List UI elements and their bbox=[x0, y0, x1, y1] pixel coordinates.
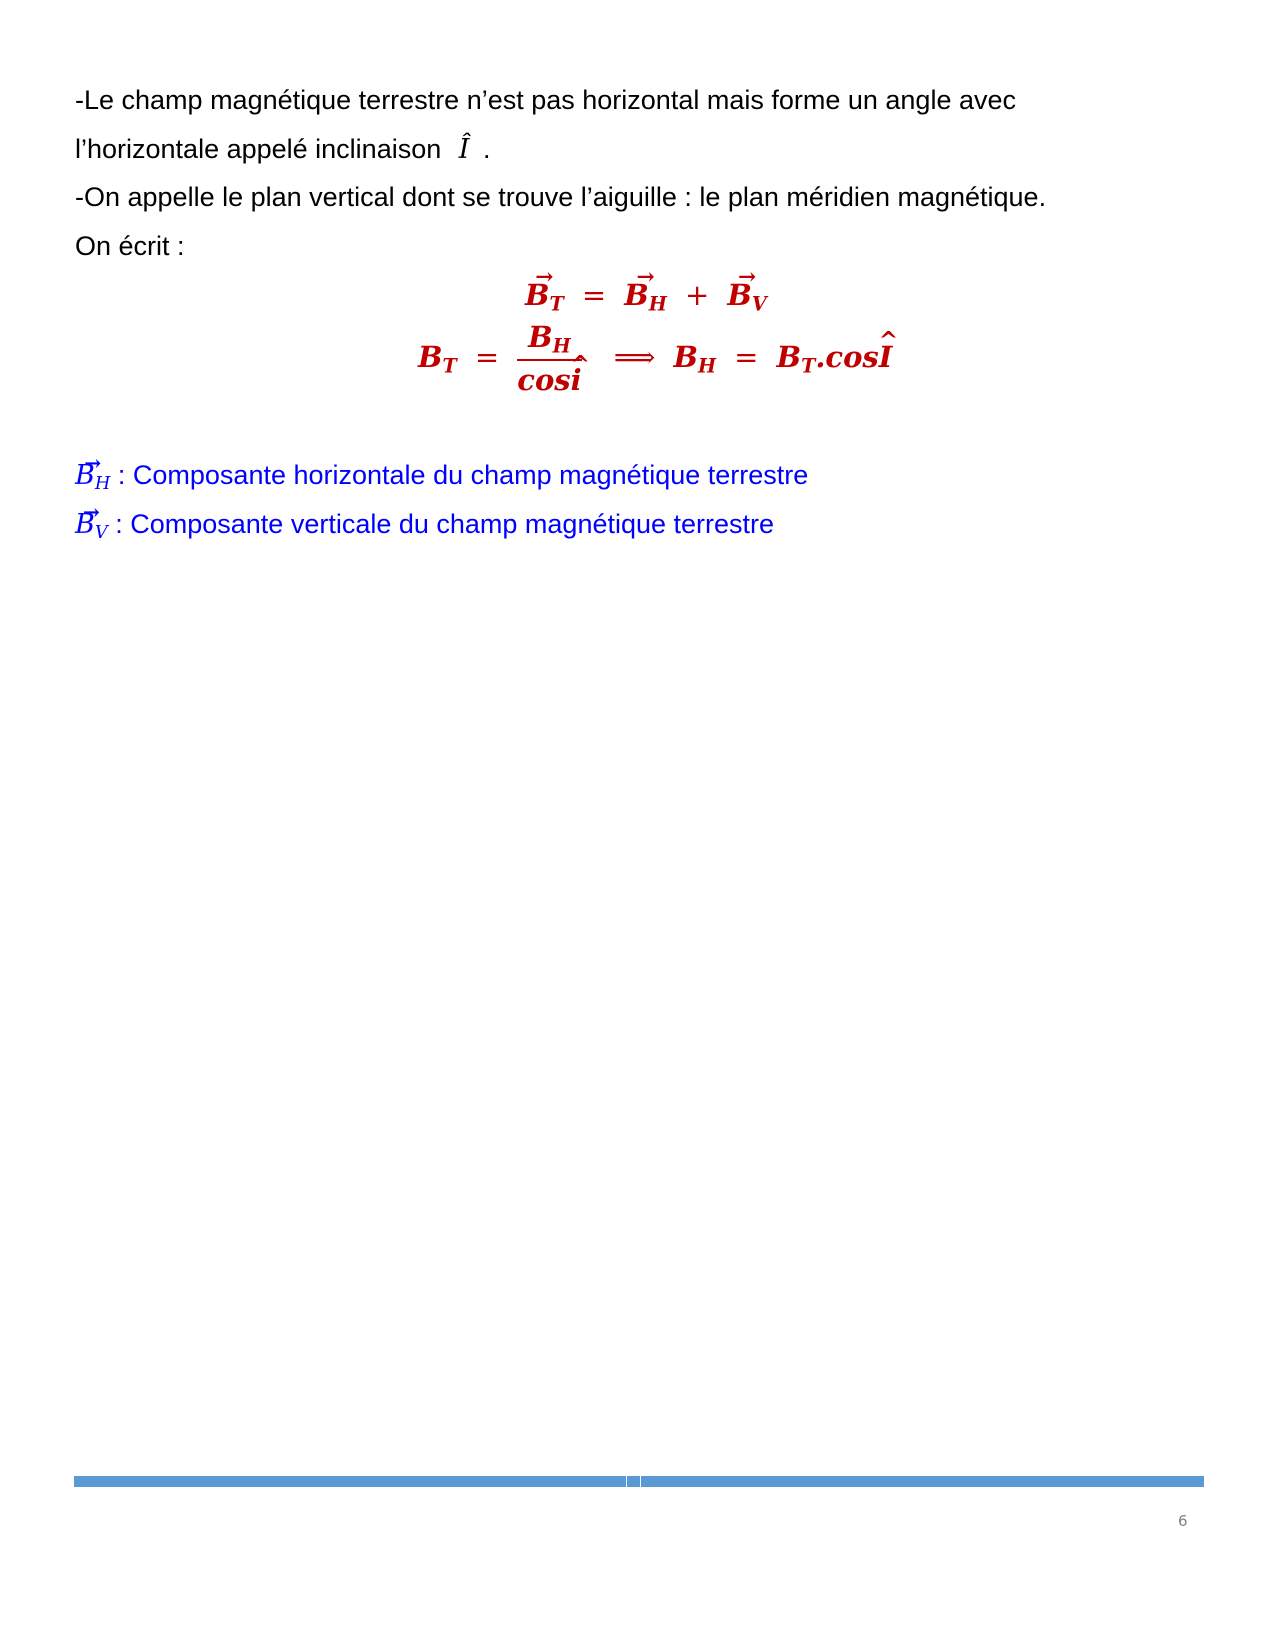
vector-bt: → $B_T$ bbox=[525, 278, 564, 315]
paragraph-line-2 bbox=[75, 133, 490, 166]
bh-term: $B_H$ bbox=[673, 339, 717, 378]
definition-bv-text: : Composante verticale du champ magnétique terrestre bbox=[107, 509, 775, 539]
equals-sign-2: = bbox=[734, 339, 759, 374]
equals-sign: = bbox=[474, 339, 500, 374]
equation-vector-sum bbox=[525, 278, 767, 315]
plus-sign: + bbox=[684, 278, 710, 312]
symbol-bv: → $B_V$ bbox=[75, 509, 108, 549]
equals-sign: = bbox=[581, 278, 607, 312]
equation-inclination bbox=[418, 320, 892, 397]
bt-term: $B_T$ bbox=[418, 339, 457, 378]
paragraph-line-3: -On appelle le plan vertical dont se trouve l’aiguille : le plan méridien magnétique. bbox=[75, 182, 1047, 212]
fraction bbox=[517, 320, 581, 397]
inclination-symbol: Î bbox=[458, 134, 470, 165]
page-number: 6 bbox=[1178, 1512, 1188, 1530]
footer-bar-divider bbox=[626, 1476, 627, 1487]
paragraph-line-2-end: . bbox=[482, 134, 491, 164]
paragraph-line-4: On écrit : bbox=[75, 231, 185, 261]
symbol-bh: → $B_H$ bbox=[75, 460, 110, 500]
footer-bar-divider-2 bbox=[640, 1476, 641, 1487]
fraction-numerator: $B_H$ bbox=[517, 320, 581, 361]
fraction-denominator: cos^ i bbox=[517, 361, 581, 397]
paragraph-line-2-text: l’horizontale appelé inclinaison bbox=[75, 134, 442, 164]
definition-bh-text: : Composante horizontale du champ magnétique terrestre bbox=[110, 460, 809, 490]
bt-cos-term: $B_T.\cos\^{}$ I bbox=[777, 340, 893, 374]
paragraph-line-1: -Le champ magnétique terrestre n’est pas horizontal mais forme un angle avec bbox=[75, 85, 1016, 115]
definition-bv bbox=[75, 508, 774, 549]
definition-bh bbox=[75, 459, 808, 500]
footer-bar bbox=[74, 1476, 1204, 1487]
implies-arrow: ⟹ bbox=[613, 339, 656, 374]
vector-bh: → $B_H$ bbox=[624, 278, 667, 315]
vector-bv: → $B_V$ bbox=[727, 278, 766, 315]
